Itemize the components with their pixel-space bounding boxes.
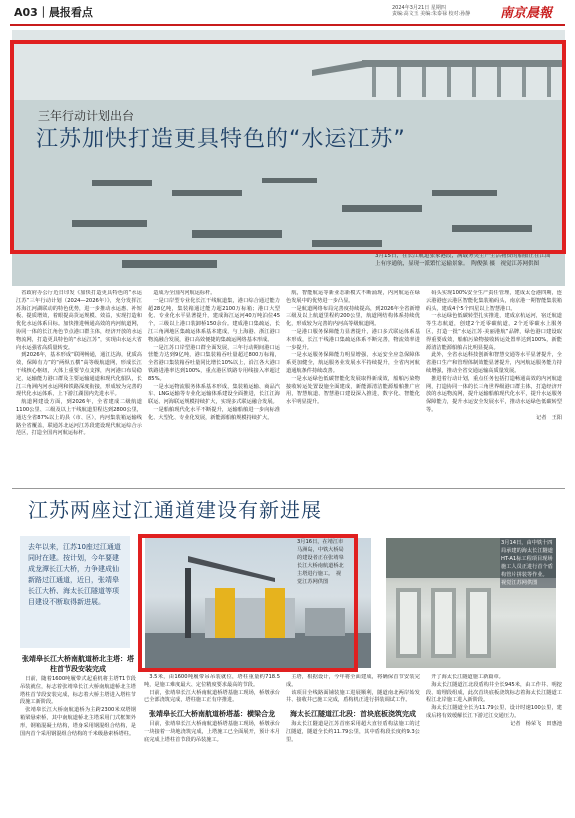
paragraph: 一是水运服务保障能力明显增强，水运安全应急保障体系更加健全，航运服务业发展水平持续提升，全省内河航道通航条件持续改善。: [286, 352, 420, 374]
date-line: [392, 5, 470, 17]
paragraph: 一水运绿色低碳转型扎实推进，建成京杭运河，宿迁航道等生态航道，创建2个近零碳航道，2个近零碳水上服务区，打造一批“水运江苏·美丽港航”品牌，绿色港口建设取得重要成效，船舶污染物接收转运处置率达到100%，新能源清洁能源船舶占比明显提高。: [426, 313, 562, 351]
paragraph: 该项目全线路面铺装施工进展顺利，隧道南北两岸始发井、接收井已施工完成，盾构机正进行拼装调试工作。: [286, 689, 420, 704]
highlight-box-top: [10, 40, 566, 254]
article1-col2: [148, 290, 280, 486]
newspaper-logo: 南京晨報: [500, 6, 553, 21]
article2-col4: [426, 674, 562, 816]
article1-col4: [426, 290, 562, 486]
lead-box: [20, 536, 130, 648]
paragraph: 推进着行动计划，重点任务包括打造畅通高效的内河航道网，打造协同一体的长三角世界级港口群主体，打造经济开放的水运物流网，提升运输船舶现代化水平，提升水运服务保障能力，提升水运安全发展水平，推动水运绿色低碳转型等。: [426, 375, 562, 413]
hero-caption: 3月15日，在长江航道张家港段，满载务类生产生活物资的船舶正在江面上有序通航，显现一派繁忙运输景象。 陶俊强 摄 视觉江苏网供图: [375, 253, 551, 267]
paragraph: 日前，随着1600吨履带式起重机将主塔T1节段吊装就位，标志着张靖皋长江大桥南航道桥北主塔塔柱首节段安装完成，标志着大桥主塔进入塔柱节段施工新阶段。: [20, 676, 136, 706]
paragraph: 一是船舶现代化水平不断提升，运输船舶进一步向标准化、大型化、专业化发展，新能源船舶规模持续扩大。: [148, 406, 280, 421]
highlight-box-bottom: [138, 534, 358, 672]
paragraph: 主塔，根据设计，今年将全面建成，将确保首节安装完成。: [286, 674, 420, 688]
tunnel-site-photo: [386, 538, 556, 668]
section-label: A03｜晨报看点: [14, 6, 93, 19]
subheading: 海太长江隧道江北段：首块底板浇筑完成: [290, 710, 416, 719]
section-divider: [12, 488, 565, 489]
paragraph: 3.5米，由1600吨履带吊吊装就位，塔柱重量约718.5吨，是施工难度最大、定位精度要求最高的节段。: [144, 674, 280, 688]
subheading: 张靖皋长江大桥南航道桥塔基：横梁合龙: [149, 710, 275, 719]
paragraph: 海太长江隧道江北段盾构井全长945米，由工作井、明挖段、暗埋段组成，此次首块底板浇筑标志着海太长江隧道工程江北岸施工进入新阶段。: [426, 681, 562, 704]
hero-kicker: 三年行动计划出台: [38, 109, 135, 123]
paragraph: 此外，全省水运科技创新和智慧交通等水平显著提升，全省港口生产和管理体制效能显著提升，内河航运服务能力持续增强，推动全省交通运输高质量发展。: [426, 352, 562, 374]
article1-col3: [286, 290, 420, 486]
photo2-caption: 3月14日，由中铁十四局承建的海太长江隧道HT-A1标工程项目现场施工人员正进行首个盾构管片拼装等作业。 视觉江苏网供图: [500, 538, 556, 588]
article2-col3: [286, 674, 420, 816]
photo1-caption: 3月16日，在靖江市马洲岛，中铁大桥局的建设者正在张靖皋长江大桥南航道桥北主塔进行施工。 视觉江苏网供图: [297, 539, 344, 585]
paragraph: 一是水运物流服务体系基本形成，集装箱运输、商品汽车、LNG运输等专业化运输体系建设全面推进，长江江海联运、河海联运规模持续扩大，实现多式联运融合发展。: [148, 383, 280, 406]
section2-headline: 江苏两座过江通道建设有新进展: [28, 498, 322, 522]
paragraph: 海太长江隧道全长为11.79公里，设计时速100公里，建成后将有效缓解长江下游过江交通压力。: [426, 705, 562, 719]
byline: 记者 王阳: [536, 414, 562, 421]
hero-headline: 江苏加快打造更具特色的“水运江苏”: [36, 127, 406, 152]
paragraph: 一是港口服务保障能力显著提升，港口多式联运体系基本形成，长江干线港口集疏运体系不断完善，物流效率进一步提升。: [286, 328, 420, 351]
paragraph: 日前，张靖皋长江大桥南航道桥塔基施工现场，桥墩承台已全部浇筑完成，塔柱施工正有序推进。: [144, 689, 280, 704]
header-rule: [10, 24, 565, 26]
paragraph: 张靖皋长江大桥南航道桥为主跨2300米双塔钢箱梁悬索桥，其中南航道桥北主塔采用门式框架外形，钢箱混凝土结构，塔身采用钢混组合结构，是国内首个采用钢混组合结构的千米级悬索桥塔柱。: [20, 707, 136, 737]
article1-col1: [16, 290, 142, 486]
paragraph: 航，智能航运等新业态新模式不断涌现，内河航运在绿色发展中的优势进一步凸显。: [286, 290, 420, 304]
paragraph: 一是江苏口岸型港口群全面发展，三年行动期间港口运营能力达到9亿吨，港口集装箱吞吐量超过800万标箱，全省港口集装箱吞吐量同比增长10%以上，沿江各大港口铁路进港率达到100%，重点港区铁路专用线接入率超过85%。: [148, 344, 280, 382]
paragraph: 目前，张靖皋长江大桥南航道桥塔基施工现场，桥墩承台一块接着一块地浇筑完成，上塔施工已全面展开，预计本月底完成上塔柱首节段的吊装施工。: [144, 721, 280, 743]
lead-text: 去年以来，江苏10座过江通道同时在建。按计划，今年要建成龙潭长江大桥，力争建成仙新路过江通道，近日，张靖皋长江大桥、海太长江隧道等项目建设不断取得新进展。: [28, 543, 121, 606]
paragraph: 造成为全国内河航运标杆。: [153, 290, 216, 296]
paragraph: 码头实现100%安全生产责任管理，建成太仓港四期，连云港港连云港区智能化集装箱码头，南京港一期智能集装箱码头，建成4个5个四星以上智慧港口。: [426, 290, 562, 312]
paragraph: 开了海太长江隧道施工新篇章。: [431, 674, 504, 680]
paragraph: 一是口岸型专业化长江干线航道集，港口综合通过能力超28亿吨，集装箱通过能力超2100万标箱；港口大型化、专业化水平显著提升，建成海江运河40万吨泊位45个，三级以上港口装卸桥150余台。建成港口集疏运，长江三角洲地区集疏运体系基本建成，与上海港、浙江港口物流融合发展，港口高效便捷的集疏运网络基本形成。: [148, 297, 280, 343]
subheading: 张靖皋长江大桥南航道桥北主塔：塔柱首节段安装完成: [22, 655, 134, 673]
editor-credits: 责编:高文玉 美编:朱泰禄 校对:孙静: [392, 11, 471, 17]
page-header: [0, 0, 575, 30]
paragraph: 省政府办公厅近日印发《加快打造更具特色的“水运江苏”三年行动计划（2024—2026年）》，充分发挥江苏海江河湖联动的特色优势，进一步推动水运惠、补短板、提质增效，着眼提高货运规模、效益，实现打造和优化水运体系目标。加快推进畅通高效的内河航道网，协同一体的长江角色节点港口群主体，经济开放的水运物流网，打造更具特色的“水运江苏”，实现由水运大省向水运强省高质量转变。: [16, 290, 142, 351]
issue-date: 2024年3月21日 星期四: [392, 5, 446, 11]
paragraph: 海太长江隧道是江苏首座采用超大直径盾构法施工的过江隧道，隧道全长约11.79公里，其中盾构段长度约9.3公里。: [286, 721, 420, 743]
paragraph: 一是航道网络布局完善度持续提高，到2026年全省新增三级及以上航道里程约200公里，航道网结构体系持续优化，形成较为完善的内河高等级航道网。: [286, 305, 420, 328]
article2-col2: [144, 674, 280, 816]
byline: 记者 杨荣飞 田惠池: [510, 720, 562, 727]
paragraph: 一是水运绿色低碳智能化发展取得新成效，船舶污染物接收转运处置设施全面建成，新能源清洁能源船舶推广应用，智慧航道、智慧港口建设深入推进，数字化、智能化水平明显提升。: [286, 375, 420, 406]
paragraph: 航道网建设方面，到2026年，全省建成二级航道1100公里、三级及以上干线航道里程达到2800公里，通达全省87%以上的县（市、区），内河集装箱运输线路全省覆盖，联通苏北运河江苏段建设现代航运综合示范区，打造全国内河航运标杆。: [16, 399, 142, 437]
paragraph: 到2026年，基本形成“联网畅通，通江达海，优质高效，保障有力”的“两纵五横”高等级航道网，形成长江干线核心枢纽，大体上重要节点支撑，内河港口布局稳定，运输能力港口群及主要运输通道和现代化船队，长江三角洲内河水运网和铁路深度衔接，形成较为完善的现代化水运体系，上下游江湖国内先进水平。: [16, 352, 142, 398]
article2-col1: [20, 650, 136, 816]
